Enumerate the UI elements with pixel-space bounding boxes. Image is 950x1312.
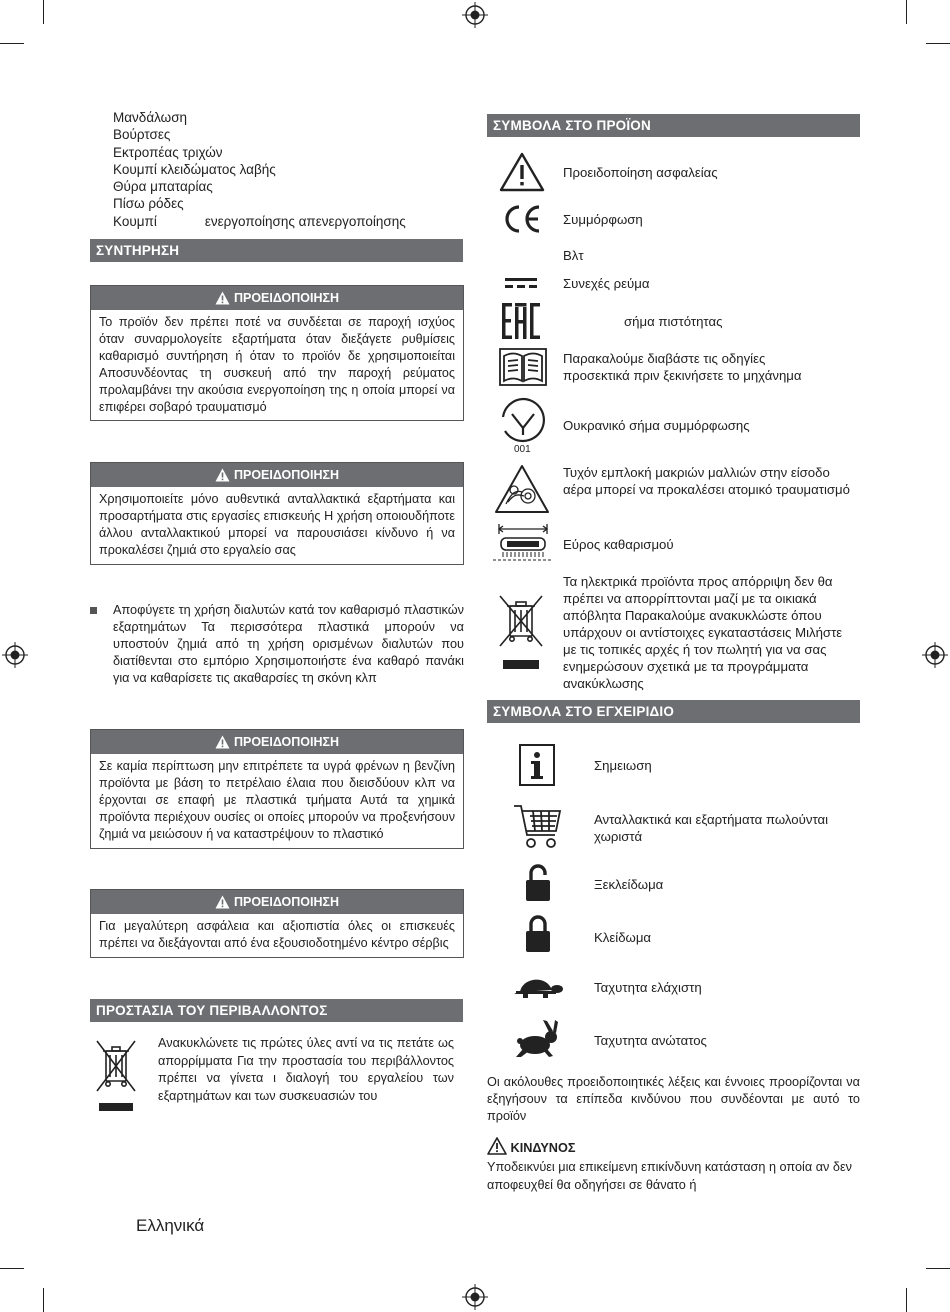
crop-mark — [906, 1288, 907, 1312]
symbol-label: Ξεκλείδωμα — [594, 877, 664, 892]
list-item: Εκτροπέας τριχών — [113, 144, 223, 160]
list-item: Βούρτσες — [113, 127, 171, 143]
warning-triangle-icon — [215, 468, 230, 482]
unlock-icon — [525, 864, 551, 902]
warning-text: Για μεγαλύτερη ασφάλεια και αξιοπιστία όλες οι επισκευές πρέπει να διεξάγονται από ένα εξουσιοδοτημένο κέντρο σέρβις — [99, 919, 455, 950]
warning-header — [91, 890, 463, 914]
list-item-rest: ενεργοποίησης απενεργοποίησης — [204, 213, 406, 229]
crop-mark — [43, 1288, 44, 1312]
manual-symbols-heading: ΣΥΜΒΟΛΑ ΣΤΟ ΕΓΧΕΙΡΙΔΙΟ — [487, 700, 860, 723]
warning-text: Σε καμία περίπτωση μην επιτρέπετε τα υγρά φρένων η βενζίνη προϊόντα με βάση το πετρέλαιο έλαια που διεισδύουν κλπ να έρχονται σε επαφή με πλαστικά τμήματα Αυτά τα χημικά προϊόντα περιέχουν ουσίες οι οποίες μπορούν να προξενήσουν ζημιά να μειώσουν ή να καταστρέψουν το πλαστικό — [99, 759, 455, 841]
open-book-icon — [499, 348, 547, 386]
signal-words-intro: Οι ακόλουθες προειδοποιητικές λέξεις και έννοιες προορίζονται να εξηγήσουν τα επίπεδα κινδύνου που συνδέονται με αυτό το προϊόν — [487, 1075, 860, 1123]
parts-list — [113, 109, 406, 230]
list-item: Θύρα μπαταρίας — [113, 179, 213, 195]
crop-mark — [926, 1268, 950, 1269]
registration-mark-icon — [2, 642, 28, 668]
warning-text: Χρησιμοποιείτε μόνο αυθεντικά ανταλλακτικά εξαρτήματα και προσαρτήματα στις εργασίες επισκευής Η χρήση οποιουδήποτε άλλου ανταλλακτικού μπορεί να παρουσιάσει κίνδυνο ή να προκαλέσει ζημιά στο εργαλείο σας — [99, 492, 455, 557]
warning-title: ΠΡΟΕΙΔΟΠΟΙΗΣΗ — [233, 291, 340, 305]
shopping-cart-icon — [513, 803, 563, 851]
danger-text: Υποδεικνύει μια επικείμενη επικίνδυνη κατάσταση η οποία αν δεν αποφευχθεί θα οδηγήσει σε θάνατο ή — [487, 1160, 852, 1192]
weee-bin-icon — [95, 1037, 137, 1113]
crop-mark — [926, 43, 950, 44]
ce-mark-icon — [501, 204, 543, 234]
list-item — [113, 213, 406, 230]
symbol-label: Κλείδωμα — [594, 930, 652, 945]
symbol-label: σήμα πιστότητας — [624, 314, 723, 329]
warning-text: Το προϊόν δεν πρέπει ποτέ να συνδέεται σε παροχή ισχύος όταν συναρμολογείτε εξαρτήματα όταν διεξάγετε ρυθμίσεις καθαρισμό συντήρηση ή όταν το προϊόν δε χρησιμοποιείται Αποσυνδέοντας τη συσκευή από την παροχή ρεύματος προλαμβάνει την ακούσια ενεργοποίηση της η οποία μπορεί να επιφέρει σοβαρό τραυματισμό — [99, 315, 455, 414]
turtle-icon — [512, 972, 564, 1002]
symbol-label: Προειδοποίηση ασφαλείας — [563, 165, 718, 180]
warning-title: ΠΡΟΕΙΔΟΠΟΙΗΣΗ — [233, 895, 340, 909]
ukraine-conformity-icon — [499, 397, 547, 443]
symbol-label: Ταχυτητα ελάχιστη — [594, 980, 702, 995]
crop-mark — [0, 1268, 24, 1269]
crop-mark — [906, 0, 907, 24]
registration-mark-icon — [922, 642, 948, 668]
cleaning-width-icon — [493, 522, 553, 566]
bullet-text: Αποφύγετε τη χρήση διαλυτών κατά τον καθαρισμό πλαστικών εξαρτημάτων Τα περισσότερα πλαστικά μπορούν να υποστούν ζημιά από τη χρήση ορισμένων διαλυτών που διατίθενται στο εμπόριο Χρησιμοποιήστε ένα καθαρό πανάκι για να καθαρίσετε τις ακαθαρσίες τη σκόνη κλπ — [113, 603, 464, 685]
warning-triangle-icon — [499, 152, 545, 192]
symbol-label: Τα ηλεκτρικά προϊόντα προς απόρριψη δεν θα πρέπει να απορρίπτονται μαζί με τα οικιακά απόβλητα Παρακαλούμε ανακυκλώστε όπου υπάρχουν οι αντίστοιχες εγκαταστάσεις Μιλήστε με τις τοπικές αρχές ή τον πωλητή για να σας ενημερώσουν σχετικά με τα προγράμματα ανακύκλωσης — [563, 574, 843, 691]
symbol-label: Συνεχές ρεύμα — [563, 276, 650, 291]
warning-header — [91, 463, 463, 487]
environment-heading: ΠΡΟΣΤΑΣΙΑ ΤΟΥ ΠΕΡΙΒΑΛΛΟΝΤΟΣ — [90, 999, 463, 1022]
symbol-label: Ανταλλακτικά και εξαρτήματα πωλούνται χωριστά — [594, 812, 829, 844]
warning-box — [90, 462, 464, 565]
symbol-label: Ταχυτητα ανώτατος — [594, 1033, 707, 1048]
list-item: Μανδάλωση — [113, 110, 188, 125]
product-symbols-heading: ΣΥΜΒΟΛΑ ΣΤΟ ΠΡΟΪΟΝ — [487, 114, 860, 137]
warning-title: ΠΡΟΕΙΔΟΠΟΙΗΣΗ — [233, 468, 340, 482]
rabbit-icon — [513, 1019, 563, 1059]
symbol-label: Τυχόν εμπλοκή μακριών μαλλιών στην είσοδο αέρα μπορεί να προκαλέσει ατομικό τραυματισμό — [563, 465, 850, 497]
crop-mark — [0, 43, 24, 44]
bullet-square-icon — [90, 607, 97, 614]
warning-header — [91, 286, 463, 310]
eac-mark-icon — [502, 303, 540, 339]
warning-box — [90, 729, 464, 849]
warning-triangle-icon — [215, 735, 230, 749]
lock-icon — [525, 915, 551, 953]
warning-triangle-icon — [487, 1137, 507, 1155]
registration-mark-icon — [462, 2, 488, 28]
symbol-label: Εύρος καθαρισμού — [563, 537, 674, 552]
environment-text: Ανακυκλώνετε τις πρώτες ύλες αντί να τις πετάτε ως απορρίμματα Για την προστασία του περιβάλλοντος πρέπει να γίνετα ι διαλογή του εργαλείου των εξαρτημάτων και των συσκευασιών του — [158, 1036, 454, 1103]
info-icon — [519, 744, 555, 786]
weee-bin-icon — [497, 592, 545, 672]
bullet-item — [90, 602, 464, 687]
warning-title: ΠΡΟΕΙΔΟΠΟΙΗΣΗ — [233, 735, 340, 749]
direct-current-icon — [505, 276, 537, 290]
ukraine-code: 001 — [514, 444, 531, 455]
crop-mark — [43, 0, 44, 24]
symbol-label: Συμμόρφωση — [563, 212, 643, 227]
warning-box — [90, 285, 464, 421]
list-item: Πίσω ρόδες — [113, 196, 184, 212]
warning-triangle-icon — [215, 895, 230, 909]
hair-entanglement-icon — [494, 464, 550, 514]
footer-language: Ελληνικά — [136, 1216, 205, 1235]
symbol-label: Ουκρανικό σήμα συμμόρφωσης — [563, 418, 750, 433]
warning-triangle-icon — [215, 291, 230, 305]
warning-header — [91, 730, 463, 754]
maintenance-heading: ΣΥΝΤΗΡΗΣΗ — [90, 239, 463, 262]
symbol-label: Παρακαλούμε διαβάστε τις οδηγίες προσεκτικά πριν ξεκινήσετε το μηχάνημα — [563, 351, 802, 383]
danger-heading — [487, 1137, 575, 1155]
danger-title: ΚΙΝΔΥΝΟΣ — [510, 1141, 576, 1155]
symbol-label: Σημειωση — [594, 758, 652, 773]
list-item: Κουμπί κλειδώματος λαβής — [113, 161, 276, 177]
registration-mark-icon — [462, 1284, 488, 1310]
list-item-label: Κουμπί — [113, 213, 157, 229]
warning-box — [90, 889, 464, 958]
symbol-label: Βλτ — [563, 248, 584, 263]
